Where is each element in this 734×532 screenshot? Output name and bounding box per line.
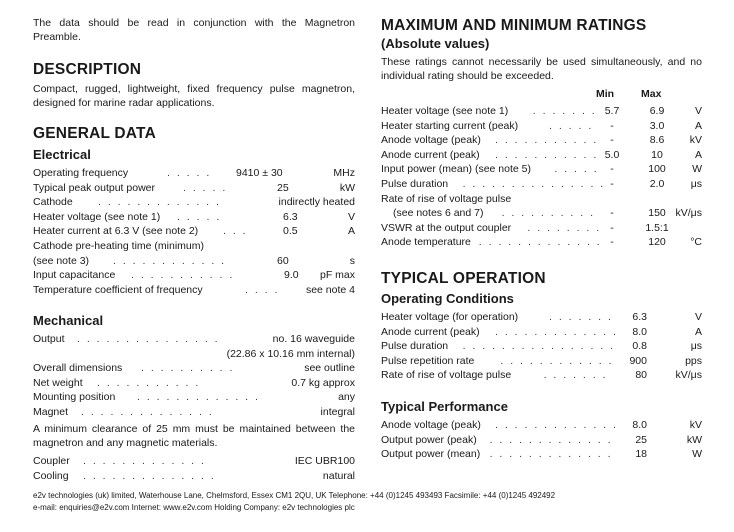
spec-row: Coupler . . . . . . . . . . . . . IEC UBR100 <box>33 455 355 467</box>
spec-value: see outline <box>304 362 355 375</box>
ratings-note: These ratings cannot necessarily be used simultaneously, and no individual rating should be exceeded. <box>381 56 702 82</box>
spec-label: Cathode pre-heating time (minimum) <box>33 240 204 252</box>
typical-value: 6.3 <box>632 311 647 323</box>
spec-row: (see note 3) . . . . . . . . . . . . 60 s <box>33 254 355 267</box>
spec-row: Magnet . . . . . . . . . . . . . . integral <box>33 406 355 418</box>
typical-unit: μs <box>690 340 702 353</box>
typical-value: 25 <box>635 433 647 446</box>
rating-unit: μs <box>690 178 702 190</box>
rating-min: 5.0 <box>604 148 620 161</box>
rating-label: Input power (mean) (see note 5) <box>381 163 531 176</box>
spec-label: Operating frequency <box>33 167 129 179</box>
spec-label: Magnet <box>33 406 69 418</box>
spec-label: Heater current at 6.3 V (see note 2) <box>33 225 199 238</box>
typical-value: 80 <box>635 369 647 382</box>
typical-row: Anode voltage (peak) . . . . . . . . . . . . . 8.0 kV <box>381 419 702 431</box>
rating-min: - <box>610 236 614 249</box>
rating-row: Input power (mean) (see note 5) . . . . . - 100 W <box>381 163 702 176</box>
col-max-header: Max <box>641 88 662 100</box>
typical-row: Anode current (peak) . . . . . . . . . . . . . 8.0 A <box>381 325 702 338</box>
rating-min: - <box>610 134 614 147</box>
spec-value: any <box>338 391 355 404</box>
spec-unit: MHz <box>333 167 355 179</box>
spec-value: natural <box>322 469 355 482</box>
rating-label: Anode voltage (peak) <box>381 134 481 147</box>
typical-value: 18 <box>635 448 647 461</box>
spec-label: Heater voltage (see note 1) <box>33 210 161 223</box>
rating-max: 100 <box>648 163 666 176</box>
footer-contact: e-mail: enquiries@e2v.com Internet: www.e2v.com Holding Company: e2v technologies plc <box>33 503 355 512</box>
footer-address: e2v technologies (uk) limited, Waterhouse Lane, Chelmsford, Essex CM1 2QU, UK Telephone: +44 (0)1245 493493 Facsimile: +44 (0)1245 492492 <box>33 491 556 500</box>
typical-value: 0.8 <box>632 340 647 353</box>
performance-heading: Typical Performance <box>381 399 508 414</box>
spec-unit: kW <box>339 181 355 194</box>
rating-max: 2.0 <box>649 178 665 190</box>
spec-value: 60 <box>277 254 289 267</box>
general-data-heading: GENERAL DATA <box>33 125 156 142</box>
rating-row: (see notes 6 and 7) . . . . . . . . . . - 150 kV/μs <box>393 207 702 220</box>
spec-label: Net weight <box>33 376 83 389</box>
typical-row: Output power (peak) . . . . . . . . . . . . . 25 kW <box>381 433 702 446</box>
rating-label: Anode current (peak) <box>381 148 480 161</box>
col-min-header: Min <box>596 88 615 100</box>
rating-unit: kV <box>689 134 702 147</box>
typical-label: Output power (peak) <box>381 433 477 446</box>
rating-min: - <box>610 178 614 190</box>
typical-unit: kV <box>689 419 702 431</box>
rating-label: Heater voltage (see note 1) <box>381 105 509 117</box>
typical-label: Heater voltage (for operation) <box>381 311 519 323</box>
spec-label: Mounting position <box>33 391 116 404</box>
spec-label: Coupler <box>33 455 70 467</box>
rating-min: - <box>610 221 614 234</box>
rating-row: Heater voltage (see note 1) . . . . . . . 5.7 6.9 V <box>381 105 702 117</box>
spec-value: integral <box>320 406 355 418</box>
typical-unit: kW <box>686 433 702 446</box>
spec-row: Overall dimensions . . . . . . . . . . see outline <box>33 362 355 375</box>
rating-min: - <box>610 119 614 132</box>
spec-value: IEC UBR100 <box>294 455 355 467</box>
typical-label: Anode voltage (peak) <box>381 419 481 431</box>
rating-unit: W <box>692 163 702 176</box>
typical-unit: kV/μs <box>675 369 702 382</box>
rating-row: Anode voltage (peak) . . . . . . . . . . . - 8.6 kV <box>381 134 702 147</box>
rating-label: Rate of rise of voltage pulse <box>381 192 512 205</box>
clearance-text: A minimum clearance of 25 mm must be maintained between the magnetron and any magnetic materials. <box>33 423 355 449</box>
description-heading: DESCRIPTION <box>33 61 142 78</box>
rating-max: 120 <box>648 236 666 249</box>
spec-row: Heater voltage (see note 1) . . . . . 6.3 V <box>33 210 355 223</box>
spec-label: (see note 3) <box>33 254 90 267</box>
rating-unit: A <box>694 148 702 161</box>
spec-row: Cathode . . . . . . . . . . . . . indirectly heated <box>33 196 355 209</box>
rating-unit: °C <box>690 236 702 249</box>
rating-row <box>381 192 702 207</box>
spec-label: Cooling <box>33 469 69 482</box>
spec-label: Input capacitance <box>33 269 116 282</box>
spec-value: 6.3 <box>283 210 298 223</box>
rating-unit: V <box>694 105 702 117</box>
spec-unit: pF max <box>319 269 355 282</box>
rating-max: 6.9 <box>649 105 665 117</box>
spec-value: 9410 ± 30 <box>236 167 283 179</box>
rating-max: 1.5:1 <box>645 221 669 234</box>
ratings-subheading: (Absolute values) <box>381 36 490 51</box>
rating-label: (see notes 6 and 7) <box>393 207 484 220</box>
electrical-heading: Electrical <box>33 147 91 162</box>
spec-value: (22.86 x 10.16 mm internal) <box>226 347 355 360</box>
rating-min: - <box>610 207 614 220</box>
rating-unit: kV/μs <box>675 207 702 220</box>
rating-max: 10 <box>651 148 663 161</box>
typical-value: 900 <box>629 354 647 367</box>
typical-row: Pulse repetition rate . . . . . . . . . . . . 900 pps <box>381 354 702 367</box>
typical-unit: V <box>694 311 702 323</box>
spec-value: 0.5 <box>283 225 298 238</box>
spec-value: see note 4 <box>305 283 355 296</box>
typical-unit: W <box>692 448 702 461</box>
spec-row: Mounting position . . . . . . . . . . . . . any <box>33 391 355 404</box>
typical-row: Rate of rise of voltage pulse . . . . . . . 80 kV/μs <box>381 369 702 382</box>
spec-row: Cooling . . . . . . . . . . . . . . natural <box>33 469 355 482</box>
rating-row: VSWR at the output coupler . . . . . . . . - 1.5:1 <box>381 221 702 236</box>
rating-label: Heater starting current (peak) <box>381 119 519 132</box>
spec-value: 25 <box>277 181 289 194</box>
spec-row: Heater current at 6.3 V (see note 2) . . . 0.5 A <box>33 225 355 238</box>
spec-label: Overall dimensions <box>33 362 123 375</box>
typical-value: 8.0 <box>632 419 647 431</box>
rating-min: - <box>610 163 614 176</box>
typical-label: Rate of rise of voltage pulse <box>381 369 512 382</box>
spec-label: Output <box>33 333 65 345</box>
rating-min: 5.7 <box>604 105 620 117</box>
spec-label: Typical peak output power <box>33 181 155 194</box>
typical-unit: pps <box>685 354 702 367</box>
spec-row: Operating frequency . . . . . 9410 ± 30 MHz <box>33 167 355 179</box>
rating-row: Heater starting current (peak) . . . . . - 3.0 A <box>381 119 702 132</box>
rating-label: VSWR at the output coupler <box>381 221 512 234</box>
spec-label: Temperature coefficient of frequency <box>33 283 203 296</box>
spec-row: Temperature coefficient of frequency . . . . see note 4 <box>33 283 355 296</box>
spec-value: indirectly heated <box>278 196 355 209</box>
mechanical-heading: Mechanical <box>33 313 104 328</box>
typical-label: Pulse repetition rate <box>381 354 475 367</box>
typical-label: Anode current (peak) <box>381 325 480 338</box>
rating-label: Pulse duration <box>381 178 449 190</box>
typical-unit: A <box>694 325 702 338</box>
rating-row: Pulse duration . . . . . . . . . . . . . . . - 2.0 μs <box>381 178 702 190</box>
conditions-heading: Operating Conditions <box>381 291 514 306</box>
ratings-heading: MAXIMUM AND MINIMUM RATINGS <box>381 17 647 34</box>
spec-unit: A <box>347 225 355 238</box>
description-text: Compact, rugged, lightweight, fixed frequency pulse magnetron, designed for marine radar applications. <box>33 83 355 109</box>
typical-label: Output power (mean) <box>381 448 481 461</box>
typical-value: 8.0 <box>632 325 647 338</box>
rating-label: Anode temperature <box>381 236 471 249</box>
spec-row: Input capacitance . . . . . . . . . . . 9.0 pF max <box>33 269 355 282</box>
spec-label: Cathode <box>33 196 73 209</box>
intro-text: The data should be read in conjunction with the Magnetron Preamble. <box>33 17 355 43</box>
rating-max: 3.0 <box>649 119 665 132</box>
spec-unit: V <box>347 210 355 223</box>
rating-row: Anode temperature . . . . . . . . . . . . . - 120 °C <box>381 236 702 249</box>
typical-row: Pulse duration . . . . . . . . . . . . . . . . 0.8 μs <box>381 340 702 353</box>
rating-row: Anode current (peak) . . . . . . . . . . . 5.0 10 A <box>381 148 702 161</box>
typical-row: Heater voltage (for operation) . . . . . . . 6.3 V <box>381 311 702 323</box>
typical-label: Pulse duration <box>381 340 449 353</box>
spec-unit: s <box>349 254 355 267</box>
spec-row: Net weight . . . . . . . . . . . 0.7 kg approx <box>33 376 355 389</box>
spec-row: Typical peak output power . . . . . 25 kW <box>33 181 355 194</box>
typical-row: Output power (mean) . . . . . . . . . . . . . 18 W <box>381 448 702 461</box>
spec-value: 0.7 kg approx <box>291 376 355 389</box>
rating-unit: A <box>694 119 702 132</box>
spec-row: Output . . . . . . . . . . . . . . . no. 16 waveguide <box>33 333 355 345</box>
spec-row <box>33 239 355 254</box>
rating-max: 150 <box>648 207 666 220</box>
typical-heading: TYPICAL OPERATION <box>381 270 546 287</box>
spec-row <box>33 347 355 362</box>
rating-max: 8.6 <box>649 134 665 147</box>
ratings-column-headers <box>381 87 702 102</box>
spec-value: no. 16 waveguide <box>272 333 355 345</box>
spec-value: 9.0 <box>284 269 299 282</box>
